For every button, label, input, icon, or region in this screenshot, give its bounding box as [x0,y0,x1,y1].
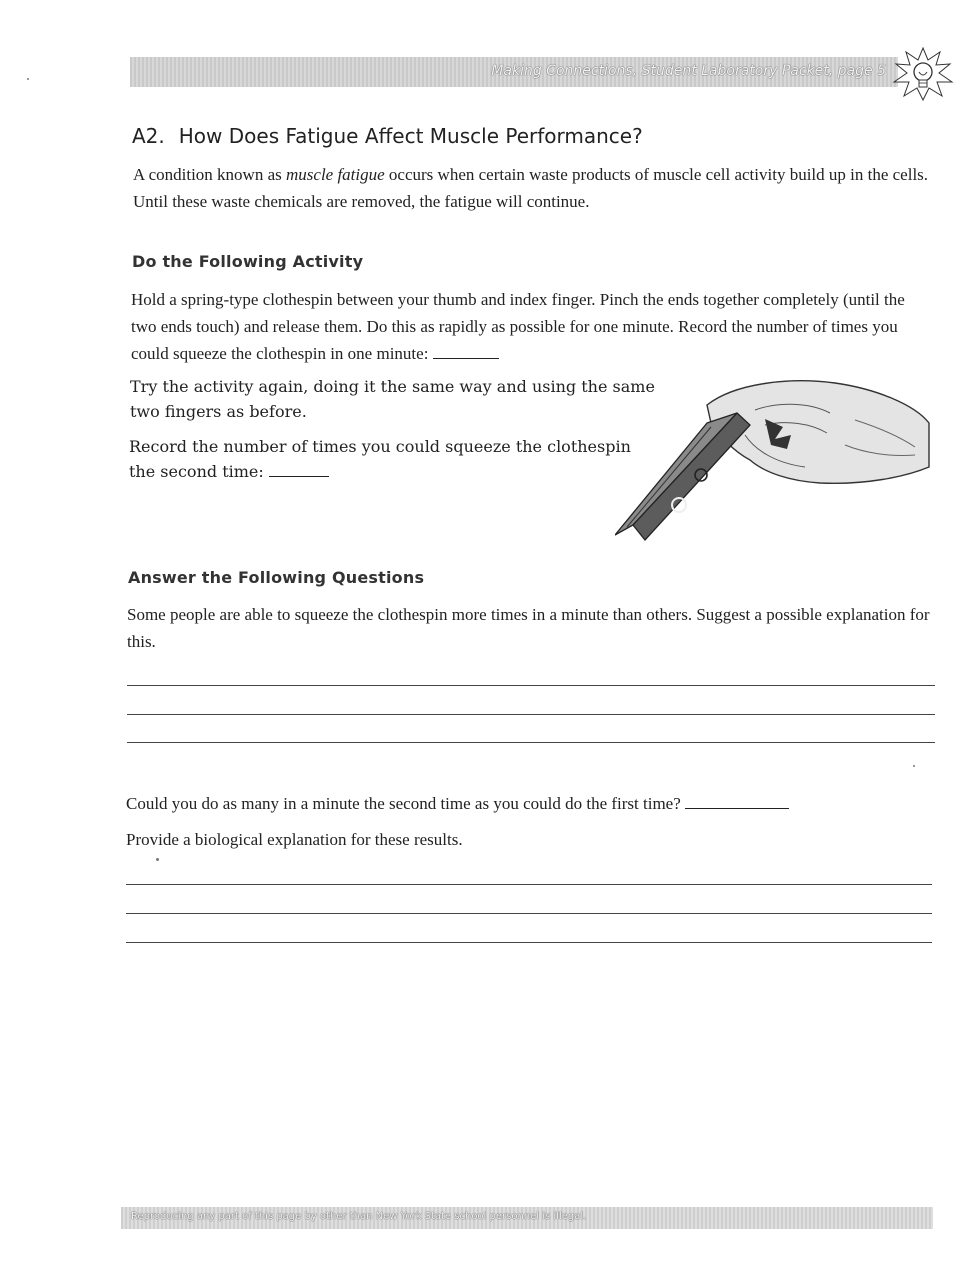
question-3: Provide a biological explanation for these results. [126,830,463,849]
question-2-text: Could you do as many in a minute the second time as you could do the first time? [126,794,681,813]
activity-instructions [131,286,931,367]
answer-line-3a[interactable] [126,884,932,885]
activity-heading: Do the Following Activity [132,252,364,271]
answer-line-1a[interactable] [127,685,935,686]
answer-line-3b[interactable] [126,913,932,914]
instructions-text: Hold a spring-type clothespin between your thumb and index finger. Pinch the ends together completely (until the two ends touch) and release them. Do this as rapidly as possible for one minute. Record the number of times you could squeeze the clothespin in one minute: [131,290,905,363]
section-title [132,124,643,148]
question-2 [126,790,936,817]
second-count-text: Record the number of times you could squeeze the clothespin the second time: [129,437,631,481]
answer-line-1b[interactable] [127,714,935,715]
question-2-blank[interactable] [685,807,789,809]
intro-paragraph [133,161,933,215]
question-1: Some people are able to squeeze the clothespin more times in a minute than others. Suggest a possible explanation for this. [127,605,930,651]
second-count-blank[interactable] [269,475,329,477]
hand-clothespin-illustration [615,375,933,545]
first-count-blank[interactable] [433,357,499,359]
intro-emphasis: muscle fatigue [286,165,385,184]
answer-line-1c[interactable] [127,742,935,743]
scan-speck [27,78,29,80]
scan-speck [913,765,915,767]
intro-text-start: A condition known as [133,165,286,184]
section-heading: How Does Fatigue Affect Muscle Performance? [178,124,643,148]
questions-heading: Answer the Following Questions [128,568,425,587]
section-number: A2. [132,124,165,148]
answer-line-3c[interactable] [126,942,932,943]
repeat-instruction: Try the activity again, doing it the same way and using the same two fingers as before. [130,377,655,421]
second-count-prompt [129,434,649,484]
header-banner [130,57,898,87]
scan-speck [156,858,159,861]
footer-banner [121,1207,933,1229]
running-title: Making Connections, Student Laboratory Packet, page 5 [491,63,886,79]
copyright-notice: Reproducing any part of this page by other than New York State school personnel is illegal. [131,1211,587,1222]
lightbulb-icon [892,46,954,102]
intro-text-end: occurs when certain waste products of muscle cell activity build up in the cells. Until these waste chemicals are removed, the fatigue will continue. [133,165,929,211]
